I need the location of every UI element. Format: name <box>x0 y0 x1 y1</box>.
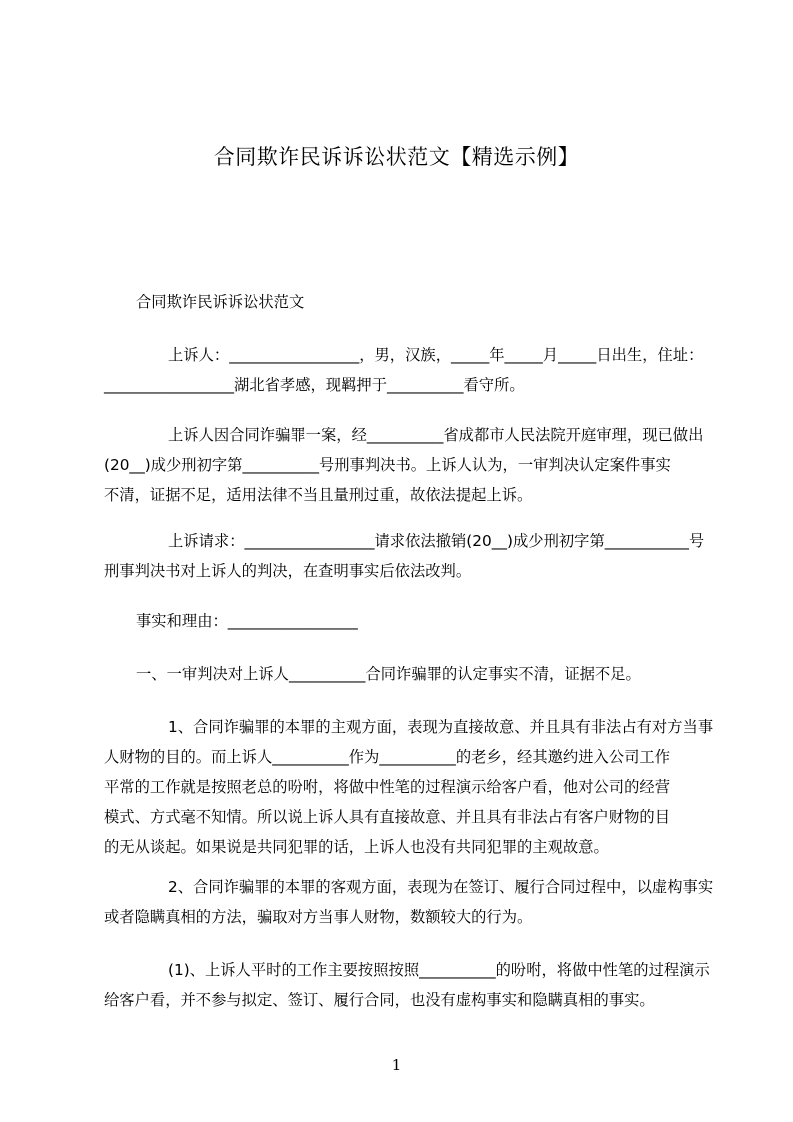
appeal-request-paragraph <box>104 526 705 586</box>
point-1-2-1-line-2: 给客户看，并不参与拟定、签订、履行合同，也没有虚构事实和隐瞒真相的事实。 <box>104 991 655 1009</box>
case-intro-paragraph <box>104 420 704 510</box>
subtitle: 合同欺诈民诉诉讼状范文 <box>136 293 305 311</box>
point-one-heading: 一、一审判决对上诉人__________合同诈骗罪的认定事实不清，证据不足。 <box>136 665 641 683</box>
point-1-1-line-2: 人财物的目的。而上诉人__________作为__________的老乡，经其邀约进入公司工作 <box>104 748 670 766</box>
point-1-2-1-paragraph <box>104 955 710 1015</box>
point-1-1-paragraph <box>104 712 714 862</box>
case-intro-line-2: (20__)成少刑初字第__________号刑事判决书。上诉人认为，一审判决认定案件事实 <box>104 456 671 474</box>
case-intro-line-1: 上诉人因合同诈骗罪一案，经__________省成都市人民法院开庭审理，现已做出 <box>168 426 704 444</box>
case-intro-line-3: 不清，证据不足，适用法律不当且量刑过重，故依法提起上诉。 <box>104 486 533 504</box>
page-number: 1 <box>391 1056 402 1074</box>
point-1-2-paragraph <box>104 872 714 932</box>
appeal-request-line-1: 上诉请求：_________________请求依法撤销(20__)成少刑初字第___________号 <box>168 532 705 550</box>
appellant-paragraph <box>104 340 704 400</box>
point-1-1-line-3: 平常的工作就是按照老总的吩咐，将做中性笔的过程演示给客户看，他对公司的经营 <box>104 778 670 796</box>
appellant-line-1: 上诉人：_________________，男，汉族，_____年_____月_____日出生，住址： <box>168 346 704 364</box>
point-1-2-1-line-1: (1)、上诉人平时的工作主要按照按照__________的吩咐，将做中性笔的过程演示 <box>168 961 710 979</box>
point-1-2-line-2: 或者隐瞒真相的方法，骗取对方当事人财物，数额较大的行为。 <box>104 908 533 926</box>
appeal-request-line-2: 刑事判决书对上诉人的判决，在查明事实后依法改判。 <box>104 562 472 580</box>
appellant-line-2: _________________湖北省孝感，现羁押于__________看守所。 <box>104 376 525 394</box>
document-title: 合同欺诈民诉诉讼状范文【精选示例】 <box>213 145 580 169</box>
point-1-2-line-1: 2、合同诈骗罪的本罪的客观方面，表现为在签订、履行合同过程中，以虚构事实 <box>168 878 714 896</box>
point-1-1-line-5: 的无从谈起。如果说是共同犯罪的话，上诉人也没有共同犯罪的主观故意。 <box>104 838 609 856</box>
point-1-1-line-1: 1、合同诈骗罪的本罪的主观方面，表现为直接故意、并且具有非法占有对方当事 <box>168 718 714 736</box>
facts-label: 事实和理由：_________________ <box>136 612 358 630</box>
point-1-1-line-4: 模式、方式毫不知情。所以说上诉人具有直接故意、并且具有非法占有客户财物的目 <box>104 808 670 826</box>
